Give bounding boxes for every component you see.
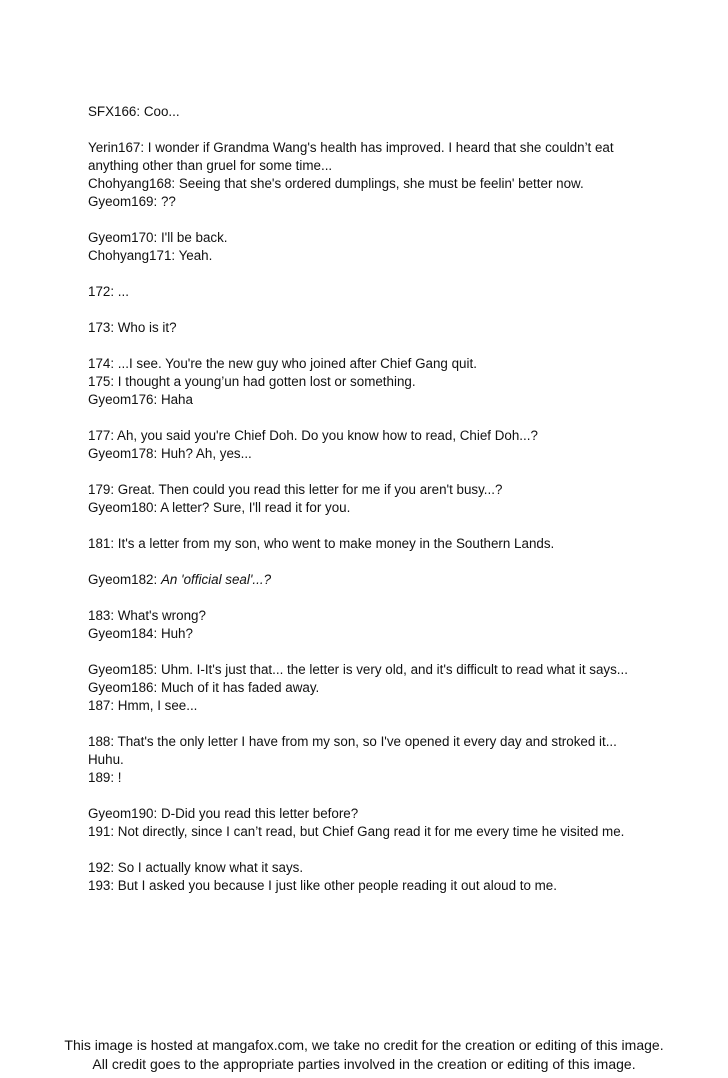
dialogue-block (88, 481, 698, 517)
italic-dialogue-text: An 'official seal'...? (160, 572, 272, 587)
dialogue-line: 174: ...I see. You're the new guy who joined after Chief Gang quit. (88, 356, 477, 371)
dialogue-line: 173: Who is it? (88, 320, 177, 335)
dialogue-line: Gyeom170: I'll be back. (88, 230, 228, 245)
dialogue-block (88, 859, 698, 895)
dialogue-line: Gyeom185: Uhm. I-It's just that... the letter is very old, and it's difficult to read what it says... (88, 662, 628, 677)
hosting-disclaimer (0, 1036, 728, 1074)
dialogue-line: anything other than gruel for some time... (88, 158, 333, 173)
dialogue-line: Yerin167: I wonder if Grandma Wang's health has improved. I heard that she couldn’t eat (88, 140, 614, 155)
dialogue-line: 177: Ah, you said you're Chief Doh. Do you know how to read, Chief Doh...? (88, 428, 538, 443)
dialogue-line: 172: ... (88, 284, 129, 299)
dialogue-line: 183: What's wrong? (88, 608, 206, 623)
dialogue-block (88, 103, 698, 121)
dialogue-line: Gyeom190: D-Did you read this letter before? (88, 806, 359, 821)
dialogue-line: Gyeom180: A letter? Sure, I'll read it for you. (88, 500, 351, 515)
disclaimer-line-1: This image is hosted at mangafox.com, we take no credit for the creation or editing of this image. (64, 1037, 664, 1053)
dialogue-line: Gyeom169: ?? (88, 194, 176, 209)
dialogue-line (88, 571, 698, 589)
dialogue-line: 192: So I actually know what it says. (88, 860, 304, 875)
dialogue-line: 179: Great. Then could you read this letter for me if you aren't busy...? (88, 482, 503, 497)
dialogue-block (88, 355, 698, 409)
dialogue-line: Huhu. (88, 752, 124, 767)
dialogue-line: Gyeom186: Much of it has faded away. (88, 680, 320, 695)
dialogue-line: 188: That's the only letter I have from my son, so I've opened it every day and stroked it... (88, 734, 617, 749)
dialogue-line: 189: ! (88, 770, 122, 785)
script-document (88, 103, 698, 913)
dialogue-block (88, 661, 698, 715)
dialogue-block (88, 733, 698, 787)
dialogue-block (88, 427, 698, 463)
dialogue-block (88, 229, 698, 265)
dialogue-block (88, 571, 698, 589)
dialogue-line: 181: It's a letter from my son, who went to make money in the Southern Lands. (88, 536, 555, 551)
dialogue-line: Chohyang171: Yeah. (88, 248, 213, 263)
dialogue-block (88, 139, 698, 211)
dialogue-line: 175: I thought a young’un had gotten lost or something. (88, 374, 416, 389)
dialogue-line: Chohyang168: Seeing that she's ordered dumplings, she must be feelin' better now. (88, 176, 584, 191)
dialogue-line: 187: Hmm, I see... (88, 698, 198, 713)
disclaimer-line-2: All credit goes to the appropriate parties involved in the creation or editing of this image. (92, 1056, 636, 1072)
dialogue-line: Gyeom176: Haha (88, 392, 193, 407)
dialogue-block (88, 535, 698, 553)
dialogue-line: 193: But I asked you because I just like other people reading it out aloud to me. (88, 878, 557, 893)
dialogue-block (88, 319, 698, 337)
dialogue-line: SFX166: Coo... (88, 104, 180, 119)
dialogue-line: Gyeom178: Huh? Ah, yes... (88, 446, 252, 461)
dialogue-line: 191: Not directly, since I can’t read, but Chief Gang read it for me every time he visited me. (88, 824, 625, 839)
dialogue-line: Gyeom184: Huh? (88, 626, 193, 641)
dialogue-block (88, 805, 698, 841)
dialogue-block (88, 607, 698, 643)
dialogue-block (88, 283, 698, 301)
speaker-prefix: Gyeom182: (88, 572, 161, 587)
